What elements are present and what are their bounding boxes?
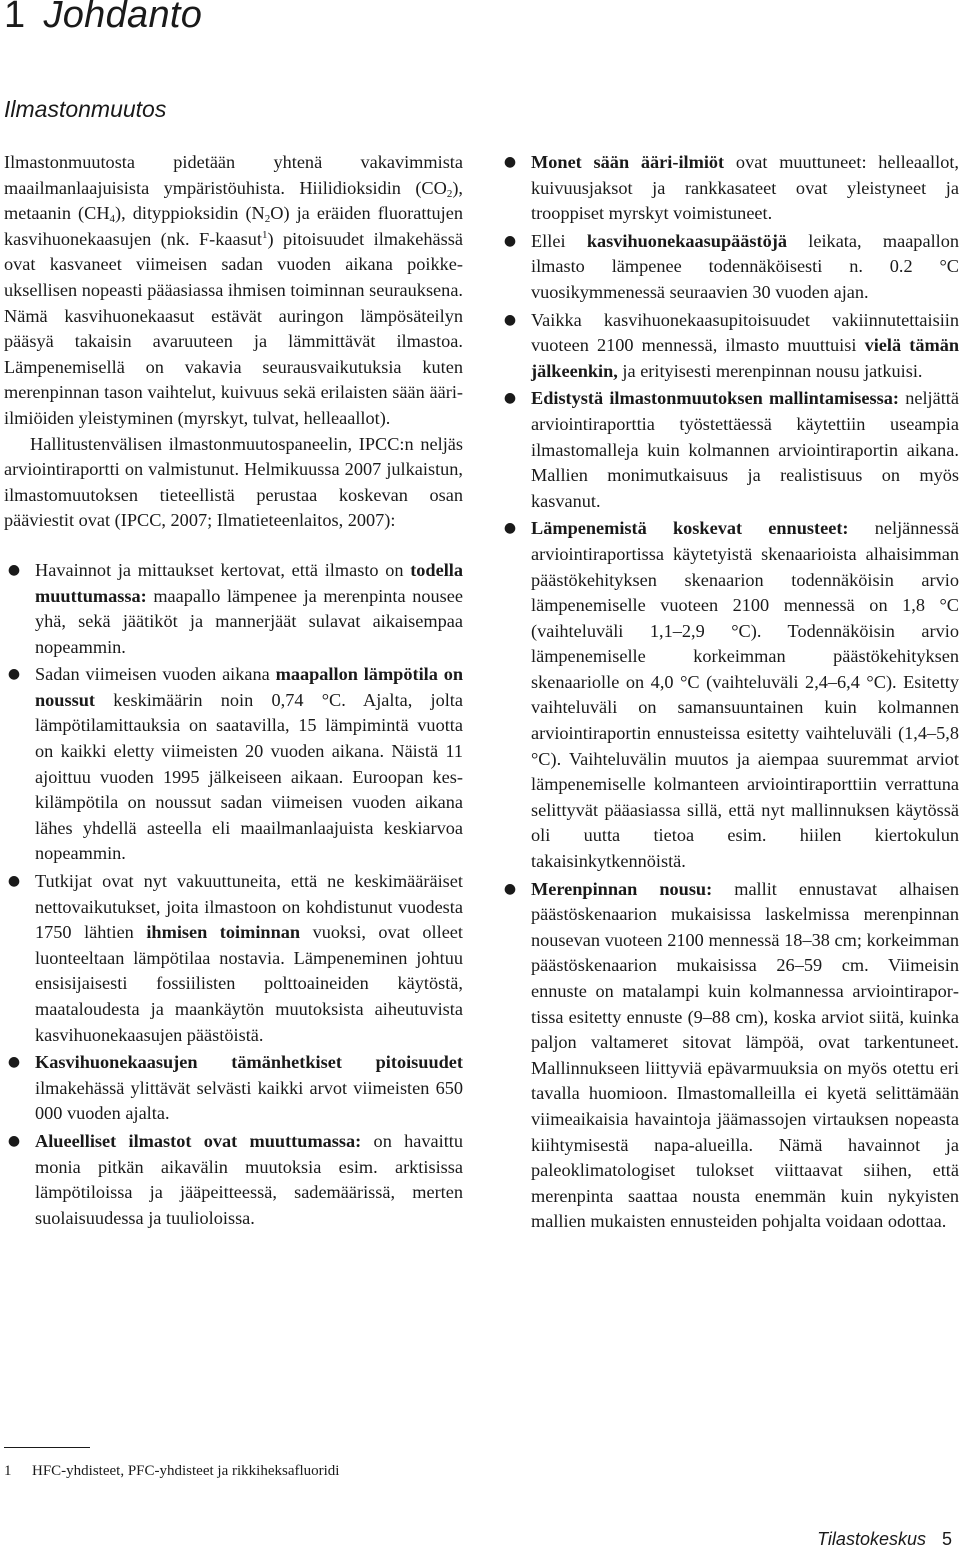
bullet-icon: ● [503,154,517,170]
list-item: ● Edistystä ilmastonmuutoksen mallintamisessa: neljättä arviointiraporttia työstettäessä käytettiin useampia ilmastomalleja kuin kolmannen arviointiraportin aikana. Mallien monimutkaisuus ja realistisuus on myös kasvanut. [500,386,959,514]
right-bullet-list [500,150,959,1235]
footnote [4,1463,339,1480]
right-column [500,150,959,1237]
list-item: ● Ellei kasvihuonekaasupäästöjä leikata, maapallon ilmasto lämpenee todennäköisesti n. 0.2 °C vuosikymmenessä seuraavien 30 vuoden ajan. [500,229,959,306]
list-item: ● Vaikka kasvihuonekaasupitoisuudet vakiinnutettaisiin vuoteen 2100 mennessä, ilmasto muuttuisi vielä tämän jälkeenkin, ja erityisesti merenpinnan nousu jatkuisi. [500,308,959,385]
list-item: ● Monet sään ääri-ilmiöt ovat muuttuneet: helleaallot, kuivuusjaksot ja rankkasateet ovat yleistyneet ja trooppiset myrskyt voimistuneet. [500,150,959,227]
list-item: ● Alueelliset ilmastot ovat muuttumassa: on havaittu monia pitkän aikavälin muutoksia esim. arktisissa lämpötiloissa ja jääpeitteessä, sademäärissä, merten suolaisuudessa ja tuulioloissa. [4,1129,463,1231]
bullet-icon: ● [503,520,517,537]
footnote-text: HFC-yhdisteet, PFC-yhdisteet ja rikkiheksafluoridi [32,1463,340,1479]
left-bullet-list [4,558,463,1231]
bullet-icon: ● [7,873,21,890]
bullet-icon: ● [503,311,517,328]
section-title: Ilmastonmuutos [4,96,167,122]
chapter-number: 1 [4,0,26,36]
page-footer [817,1529,952,1550]
chapter-title: Johdanto [43,0,203,36]
left-column [4,150,463,1233]
list-item: ● Tutkijat ovat nyt vakuuttuneita, että ne keskimääräiset nettovaikutukset, joita ilmastoon on kohdistunut vuodesta 1750 lähtien ihmisen toiminnan vuoksi, ovat olleet luonteeltaan lämpötilaa nostavia. Lämpeneminen johtuu ensisijaisesti fossiilisten polttoaineiden käytöstä, maataloudesta ja maankäytön muutoksista aiheutuvista kasvihuonekaasujen päästöistä. [4,869,463,1048]
list-item: ● Merenpinnan nousu: mallit ennustavat alhaisen päästöskenaarion mukaisissa laskelmissa merenpinnan nousevan vuoteen 2100 mennessä 18–38 cm; korkeimman päästöskenaarion mukaisissa 26–59 cm. Viimeisin ennuste on matalampi kuin kolmannessa arviointiraportissa esitetty ennuste (9–88 cm), koska arviot siitä, kuinka paljon valtameret sitovat lämpöä, ovat tarkentuneet. Mallinnukseen liittyviä epävarmuuksia on myös otettu eri tavalla huomioon. Ilmastomalleilla ei kyetä selittämään viimeaikaisia havaintoja jäämassojen virtauksen nopeasta kiihtymisestä napa-alueilla. Nämä havainnot ja paleoklimatologiset tulokset viittaavat siihen, että merenpinta saattaa nousta enemmän kuin nykyisten mallien mukaisten ennusteiden pohjalta voidaan odottaa. [500,877,959,1235]
footnote-reference[interactable]: 1 [261,228,268,241]
footer-publisher: Tilastokeskus [817,1529,926,1549]
list-item: ● Lämpenemistä koskevat ennusteet: neljännessä arviointiraportissa käytetyistä skenaarioista alhaisimman päästökehityksen skenaarion todennäköisin arvio lämpenemiselle vuoteen 2100 mennessä on 1,8 °C (vaihteluväli 1,1–2,9 °C). Todennäköisin arvio lämpenemiselle korkeimman päästökehityksen skenaariolle on 4,0 °C (vaihteluväli 2,4–6,4 °C). Esitetty vaihteluväli on samansuuntainen kuin kolmannen arviointiraportin ennusteissa esitetty vaihteluväli (1,4–5,8 °C). Vaihteluvälin muutos ja aiempaa suuremmat arviot lämpenemiselle kolmanteen arviointiraporttiin verrattuna selittyvät pääasiassa sillä, että nyt mallinnuksen käytössä oli uutta tietoa esim. hiilen kiertokulun takaisinkytkennöistä. [500,516,959,874]
bullet-icon: ● [503,880,517,897]
intro-paragraph-1: Ilmastonmuutosta pidetään yhtenä vakavimmista maailmanlaajuisista ympäristöuhista. Hiilidioksidin $(CO_2)$, metaanin $(CH_4)$, dityppioksidin $(N_2O)$ ja eräiden fluorattujen kasvihuonekaasujen (nk. F-kaasut$^1$) pitoisuudet ilmakehässä ovat kasvaneet viimeisen sadan vuoden aikana poikkeuksellisen nopeasti pääasiassa ihmisen toiminnan seurauksena. Nämä kasvihuonekaasut estävät auringon lämpösäteilyn pääsyä takaisin avaruuteen ja lämmittävät ilmastoa. Lämpenemisellä on vakavia seurausvaikutuksia kuten merenpinnan tason vaihtelut, kuivuus sekä erilaisten sään ääri-ilmiöiden yleistyminen (myrskyt, tulvat, helleaallot). [4,152,463,428]
list-item: ● Havainnot ja mittaukset kertovat, että ilmasto on todella muuttumassa: maapallo lämpenee ja merenpinta nousee yhä, sekä jäätiköt ja mannerjäät sulavat aikaisempaa nopeammin. [4,558,463,660]
bullet-icon: ● [7,666,21,683]
list-item: ● Kasvihuonekaasujen tämänhetkiset pitoisuudet ilmakehässä ylittävät selvästi kaikki arvot viimeisten 650 000 vuoden ajalta. [4,1050,463,1127]
page-number: 5 [941,1529,952,1549]
bullet-icon: ● [7,561,21,578]
bullet-icon: ● [503,232,517,249]
footnote-number: 1 [4,1463,12,1479]
bullet-icon: ● [7,1132,21,1149]
bullet-icon: ● [503,390,517,407]
list-item: ● Sadan viimeisen vuoden aikana maapallon lämpötila on noussut keskimäärin noin 0,74 °C. Ajalta, jolta lämpötilamittauksia on saatavilla, 15 lämpimintä vuotta on kaikki eletty viimeisten 20 vuoden aikana. Näistä 11 ajoittuu vuoden 1995 jälkeiseen aikaan. Euroopan keskilämpötila on noussut sadan viimeisen vuoden aikana lähes yhdellä asteella eli maailmanlaajuista keskiarvoa nopeammin. [4,662,463,867]
footnote-divider [4,1447,90,1448]
bullet-icon: ● [7,1054,21,1071]
chapter-heading [4,0,202,37]
intro-paragraph-2: Hallitustenvälisen ilmastonmuutospaneelin, IPCC:n neljäs arviointiraportti on valmistunut. Helmikuussa 2007 julkaistun, ilmastomuutoksen tieteellistä perustaa koskevan osan pääviestit ovat (IPCC, 2007; Ilmatieteenlaitos, 2007): [4,433,463,531]
